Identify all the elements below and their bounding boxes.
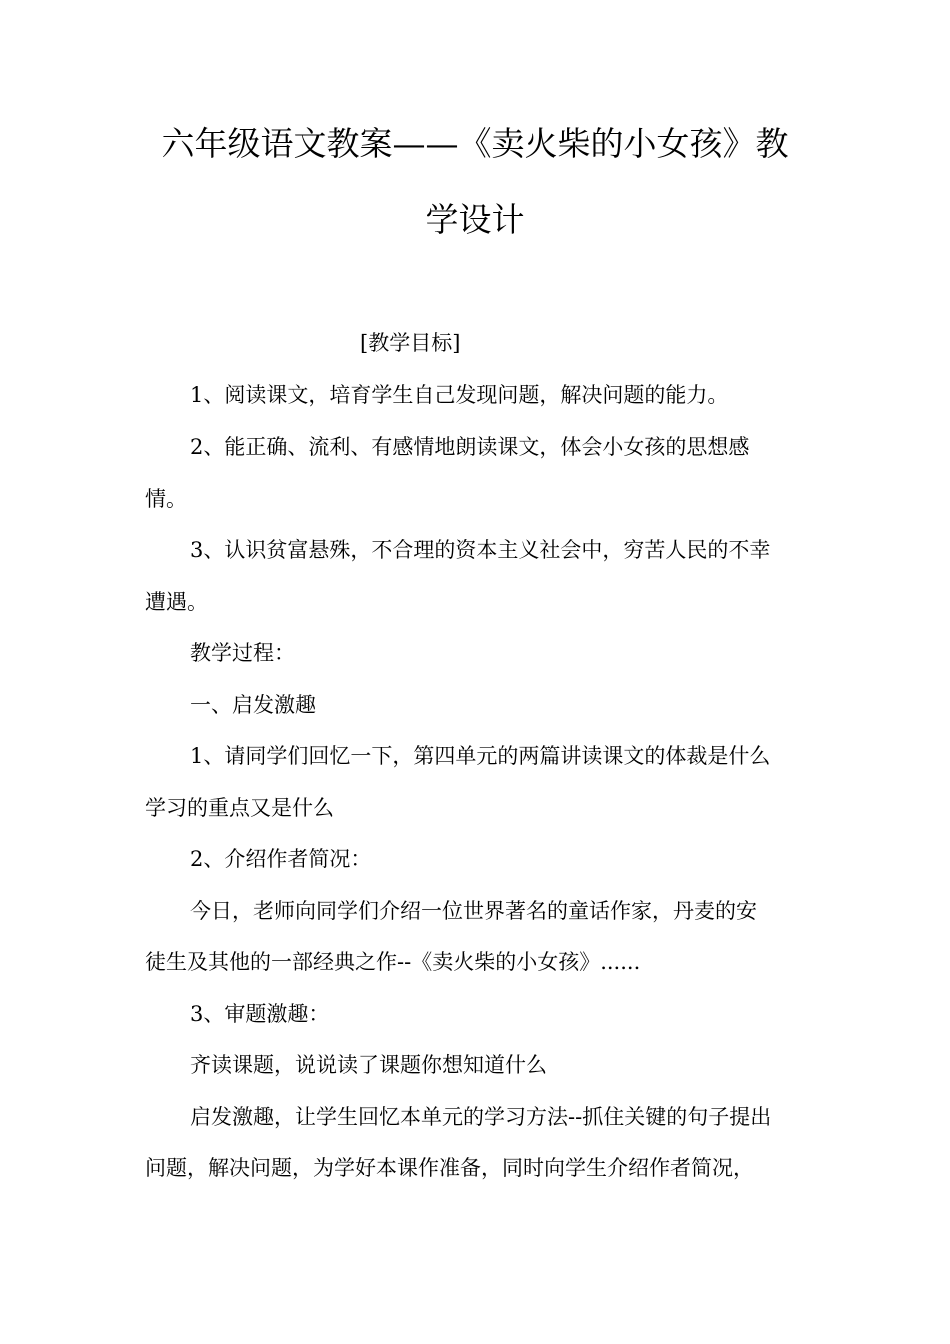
section-1-heading: 一、启发激趣 <box>190 693 316 717</box>
objective-1: 1、阅读课文，培育学生自己发现问题，解决问题的能力。 <box>190 383 729 407</box>
item-2-text-line-1: 今日，老师向同学们介绍一位世界著名的童话作家，丹麦的安 <box>190 899 757 923</box>
item-1-line-2: 学习的重点又是什么 <box>145 796 334 820</box>
item-3-heading: 3、审题激趣： <box>190 1002 330 1026</box>
item-4-line-2: 问题，解决问题，为学好本课作准备，同时向学生介绍作者简况， <box>145 1156 754 1180</box>
item-4-line-1: 启发激趣，让学生回忆本单元的学习方法--抓住关键的句子提出 <box>190 1105 772 1129</box>
title-line-2: 学设计 <box>425 200 525 239</box>
process-heading: 教学过程： <box>190 641 295 665</box>
item-1-line-1: 1、请同学们回忆一下，第四单元的两篇讲读课文的体裁是什么 <box>190 744 771 768</box>
title-line-1: 六年级语文教案——《卖火柴的小女孩》教 <box>161 124 789 163</box>
objective-3-line-2: 遭遇。 <box>145 590 208 614</box>
item-2-text-line-2: 徒生及其他的一部经典之作--《卖火柴的小女孩》...... <box>145 950 641 974</box>
item-3-text: 齐读课题，说说读了课题你想知道什么 <box>190 1053 547 1077</box>
objective-2-line-2: 情。 <box>145 487 187 511</box>
objective-2-line-1: 2、能正确、流利、有感情地朗读课文，体会小女孩的思想感 <box>190 435 750 459</box>
item-2-heading: 2、介绍作者简况： <box>190 847 372 871</box>
objective-3-line-1: 3、认识贫富悬殊，不合理的资本主义社会中，穷苦人民的不幸 <box>190 538 771 562</box>
objectives-heading: [教学目标] <box>360 331 461 355</box>
